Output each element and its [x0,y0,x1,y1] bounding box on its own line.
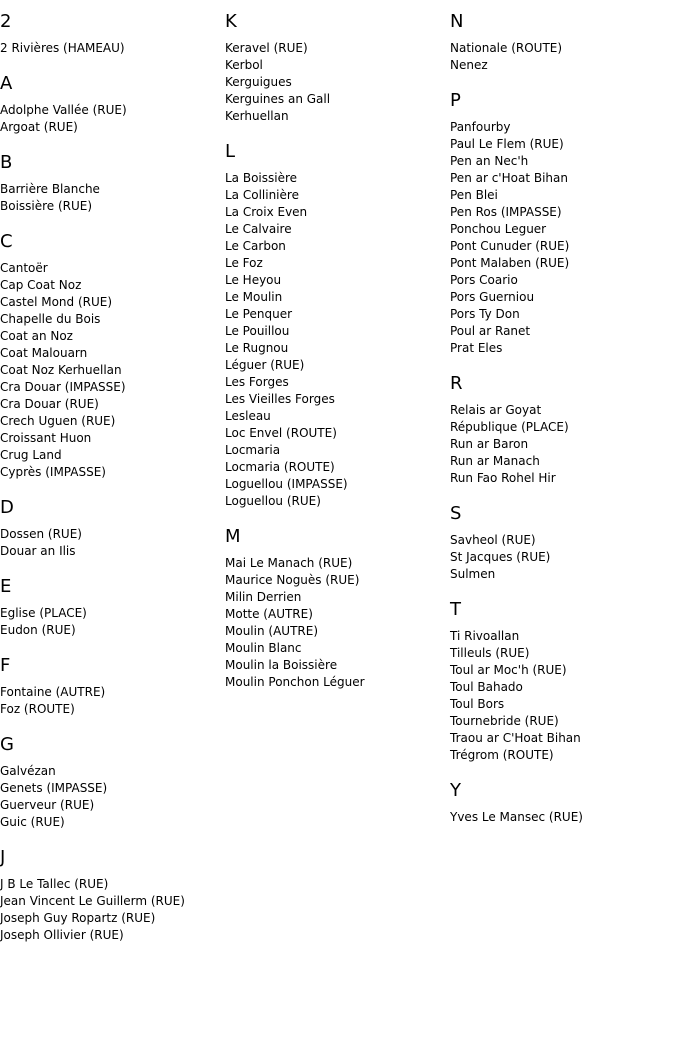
street-link[interactable]: Dossen (RUE) [0,527,82,541]
letter-group [0,654,220,718]
letter-group [450,372,670,487]
street-link[interactable]: Coat Noz Kerhuellan [0,363,122,377]
street-index-column-2 [225,10,445,706]
street-link[interactable]: Loguellou (IMPASSE) [225,477,348,491]
street-link[interactable]: Panfourby [450,120,511,134]
street-link[interactable]: Mai Le Manach (RUE) [225,556,353,570]
street-link[interactable]: Trégrom (ROUTE) [450,748,554,762]
letter-group [450,10,670,74]
letter-heading: F [0,655,11,676]
street-link[interactable]: Le Carbon [225,239,286,253]
street-list [225,40,445,125]
street-link[interactable]: Argoat (RUE) [0,120,78,134]
street-link[interactable]: Prat Eles [450,341,503,355]
letter-heading: B [0,152,13,173]
street-link[interactable]: Savheol (RUE) [450,533,536,547]
street-link[interactable]: Tilleuls (RUE) [450,646,530,660]
street-link[interactable]: Adolphe Vallée (RUE) [0,103,127,117]
street-link[interactable]: Sulmen [450,567,496,581]
street-link[interactable]: Pors Coario [450,273,518,287]
street-link[interactable]: Relais ar Goyat [450,403,542,417]
street-link[interactable]: Crug Land [0,448,62,462]
street-link[interactable]: Coat an Noz [0,329,73,343]
street-link[interactable]: Paul Le Flem (RUE) [450,137,564,151]
street-link[interactable]: Jean Vincent Le Guillerm (RUE) [0,894,185,908]
street-link[interactable]: Le Calvaire [225,222,292,236]
street-link[interactable]: Kerbol [225,58,263,72]
street-list [0,526,220,560]
street-list [0,102,220,136]
street-list [225,555,445,691]
street-link[interactable]: Keravel (RUE) [225,41,308,55]
street-link[interactable]: Le Penquer [225,307,293,321]
street-list [450,402,670,487]
street-link[interactable]: Loc Envel (ROUTE) [225,426,337,440]
street-link[interactable]: Locmaria (ROUTE) [225,460,335,474]
street-link[interactable]: Milin Derrien [225,590,302,604]
street-link[interactable]: Croissant Huon [0,431,92,445]
street-link[interactable]: Maurice Noguès (RUE) [225,573,360,587]
street-link[interactable]: Cap Coat Noz [0,278,82,292]
street-link[interactable]: Pen Blei [450,188,498,202]
street-link[interactable]: Cra Douar (RUE) [0,397,99,411]
street-link[interactable]: Lesleau [225,409,271,423]
street-link[interactable]: République (PLACE) [450,420,569,434]
street-link[interactable]: Run ar Baron [450,437,529,451]
street-link[interactable]: Joseph Ollivier (RUE) [0,928,124,942]
letter-group [225,10,445,125]
letter-heading: G [0,734,14,755]
street-link[interactable]: Pont Cunuder (RUE) [450,239,570,253]
street-link[interactable]: Cantoër [0,261,48,275]
street-link[interactable]: Crech Uguen (RUE) [0,414,116,428]
letter-group [0,846,220,944]
letter-group [0,151,220,215]
street-link[interactable]: Motte (AUTRE) [225,607,313,621]
street-link[interactable]: Boissière (RUE) [0,199,93,213]
street-list [225,170,445,510]
letter-group [0,10,220,57]
street-link[interactable]: Galvézan [0,764,56,778]
letter-heading: R [450,373,463,394]
street-link[interactable]: Poul ar Ranet [450,324,531,338]
street-link[interactable]: Chapelle du Bois [0,312,101,326]
street-link[interactable]: Le Rugnou [225,341,289,355]
letter-heading: L [225,141,236,162]
street-list [450,532,670,583]
street-link[interactable]: Run Fao Rohel Hir [450,471,556,485]
street-link[interactable]: Ponchou Leguer [450,222,547,236]
street-link[interactable]: Le Moulin [225,290,283,304]
letter-heading: T [450,599,461,620]
street-link[interactable]: Douar an Ilis [0,544,76,558]
street-link[interactable]: Moulin (AUTRE) [225,624,318,638]
street-list [0,181,220,215]
letter-group [0,575,220,639]
street-link[interactable]: Locmaria [225,443,281,457]
letter-group [0,72,220,136]
street-link[interactable]: Toul Bors [450,697,505,711]
letter-group [450,598,670,764]
street-link[interactable]: Pont Malaben (RUE) [450,256,570,270]
street-link[interactable]: La Boissière [225,171,298,185]
street-link[interactable]: Castel Mond (RUE) [0,295,113,309]
letter-group [0,230,220,481]
street-link[interactable]: Pen an Nec'h [450,154,529,168]
street-link[interactable]: Pen Ros (IMPASSE) [450,205,562,219]
letter-group [225,140,445,510]
street-link[interactable]: Cyprès (IMPASSE) [0,465,106,479]
street-list [450,119,670,357]
street-list [0,40,220,57]
street-list [0,605,220,639]
street-link[interactable]: Tournebride (RUE) [450,714,559,728]
street-link[interactable]: 2 Rivières (HAMEAU) [0,41,125,55]
street-link[interactable]: Fontaine (AUTRE) [0,685,106,699]
street-list [0,260,220,481]
street-link[interactable]: Le Pouillou [225,324,290,338]
letter-group [450,502,670,583]
street-link[interactable]: Les Forges [225,375,289,389]
letter-heading: M [225,526,241,547]
street-link[interactable]: Le Heyou [225,273,282,287]
street-link[interactable]: Eglise (PLACE) [0,606,87,620]
street-link[interactable]: Run ar Manach [450,454,540,468]
street-link[interactable]: Kerguigues [225,75,292,89]
street-link[interactable]: Toul ar Moc'h (RUE) [450,663,567,677]
street-link[interactable]: Pen ar c'Hoat Bihan [450,171,568,185]
street-link[interactable]: La Croix Even [225,205,308,219]
letter-heading: N [450,11,464,32]
street-index-column-1 [0,10,220,959]
street-link[interactable]: Moulin Ponchon Léguer [225,675,365,689]
street-list [0,763,220,831]
street-list [450,809,670,826]
street-link[interactable]: Toul Bahado [450,680,523,694]
street-link[interactable]: Moulin Blanc [225,641,302,655]
street-link[interactable]: Coat Malouarn [0,346,88,360]
street-index-column-3 [450,10,670,841]
street-link[interactable]: Cra Douar (IMPASSE) [0,380,126,394]
street-link[interactable]: Guic (RUE) [0,815,65,829]
letter-heading: A [0,73,13,94]
street-link[interactable]: Ti Rivoallan [450,629,520,643]
letter-group [225,525,445,691]
street-link[interactable]: Pors Ty Don [450,307,520,321]
letter-heading: Y [450,780,461,801]
street-list [450,40,670,74]
street-link[interactable]: Barrière Blanche [0,182,100,196]
street-list [0,684,220,718]
street-link[interactable]: La Collinière [225,188,299,202]
letter-heading: 2 [0,11,12,32]
street-link[interactable]: Moulin la Boissière [225,658,338,672]
street-link[interactable]: Genets (IMPASSE) [0,781,108,795]
letter-group [450,779,670,826]
street-link[interactable]: Nenez [450,58,488,72]
street-link[interactable]: Pors Guerniou [450,290,535,304]
street-link[interactable]: Kerhuellan [225,109,289,123]
street-list [0,876,220,944]
street-link[interactable]: Guerveur (RUE) [0,798,95,812]
letter-heading: K [225,11,237,32]
street-link[interactable]: Joseph Guy Ropartz (RUE) [0,911,156,925]
street-link[interactable]: Yves Le Mansec (RUE) [450,810,583,824]
letter-heading: E [0,576,12,597]
street-list [450,628,670,764]
street-link[interactable]: Loguellou (RUE) [225,494,321,508]
street-link[interactable]: Traou ar C'Hoat Bihan [450,731,581,745]
street-link[interactable]: Foz (ROUTE) [0,702,75,716]
street-link[interactable]: Les Vieilles Forges [225,392,335,406]
street-link[interactable]: Nationale (ROUTE) [450,41,563,55]
letter-heading: C [0,231,13,252]
letter-heading: P [450,90,461,111]
letter-group [450,89,670,357]
street-link[interactable]: Léguer (RUE) [225,358,305,372]
street-link[interactable]: Eudon (RUE) [0,623,76,637]
letter-heading: S [450,503,462,524]
street-link[interactable]: J B Le Tallec (RUE) [0,877,109,891]
street-link[interactable]: St Jacques (RUE) [450,550,551,564]
letter-group [0,496,220,560]
letter-heading: D [0,497,14,518]
letter-group [0,733,220,831]
letter-heading: J [0,847,6,868]
street-link[interactable]: Le Foz [225,256,263,270]
street-link[interactable]: Kerguines an Gall [225,92,331,106]
